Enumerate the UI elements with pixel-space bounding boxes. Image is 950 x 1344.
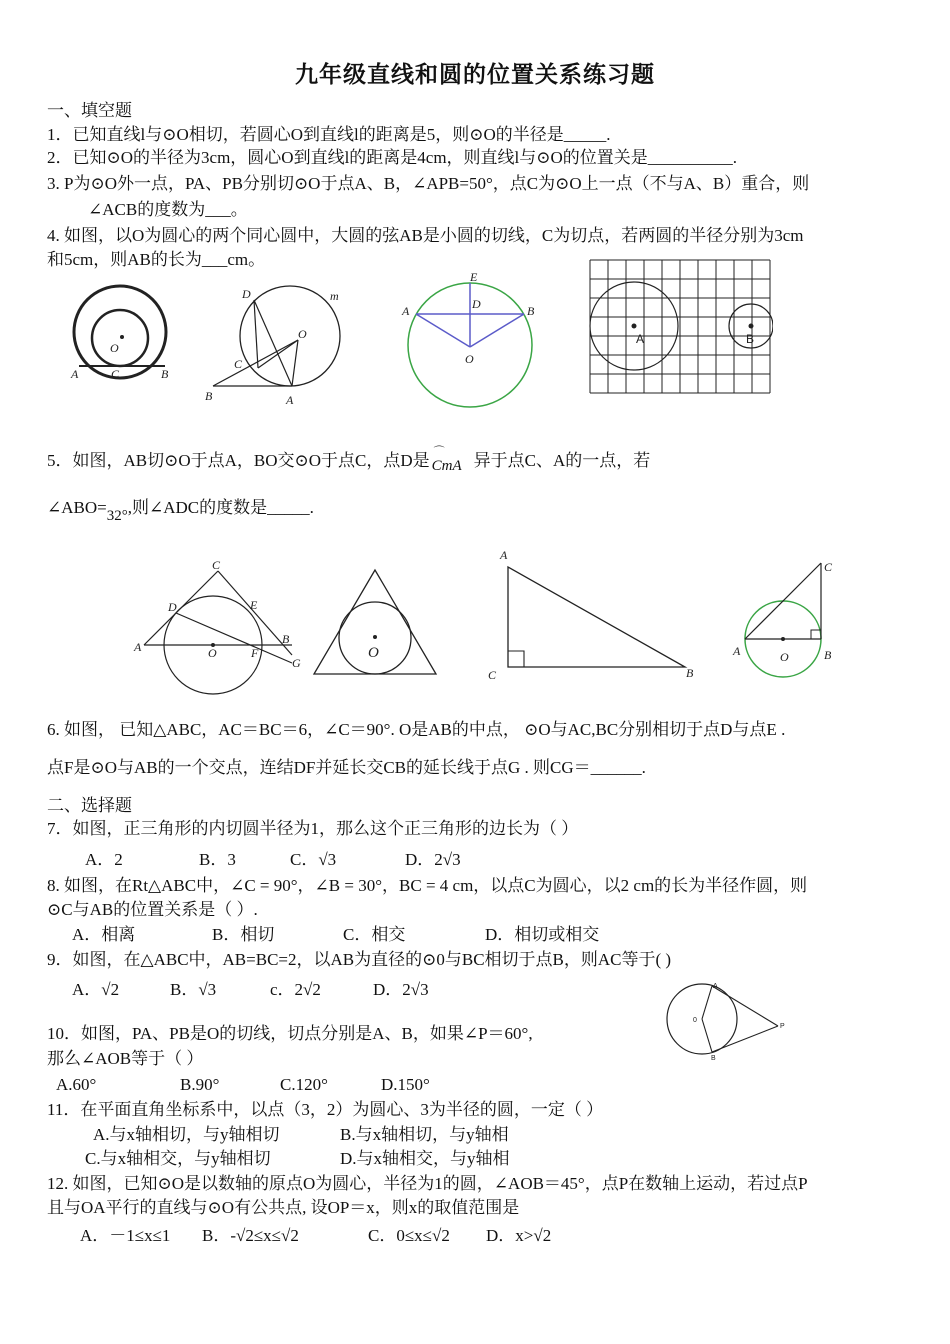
q9-option-d: D．2√3: [373, 980, 429, 999]
label-m: m: [330, 289, 339, 303]
label-B: B: [161, 367, 169, 381]
label-0: 0: [693, 1017, 697, 1024]
q10-option-a: A.60°: [56, 1075, 97, 1094]
label-D: D: [168, 600, 177, 614]
q10-option-d: D.150°: [381, 1075, 430, 1094]
q7-option-a: A．2: [85, 850, 123, 869]
label-D: D: [242, 287, 251, 301]
label-B: B: [686, 666, 694, 680]
label-A: A: [713, 983, 718, 990]
question-10-cont: 那么∠AOB等于（ ）: [47, 1049, 204, 1068]
q9-option-c: c．2√2: [270, 980, 321, 999]
label-O: O: [780, 650, 789, 664]
label-O: O: [208, 646, 217, 660]
question-6-cont: 点F是⊙O与AB的一个交点，连结DF并延长交CB的延长线于点G . 则CG＝______.: [47, 758, 646, 777]
q10-option-c: C.120°: [280, 1075, 328, 1094]
q7-option-b: B．3: [199, 850, 236, 869]
figure-green-circle-triangle: [730, 555, 850, 690]
figure-tangents-from-point: [660, 982, 795, 1062]
section-multiple-choice: 二、选择题: [47, 796, 132, 815]
q8-option-a: A．相离: [72, 925, 136, 944]
q11-option-c: C.与x轴相交，与y轴相切: [85, 1149, 271, 1168]
figure-grid-circles: [588, 258, 773, 398]
label-D: D: [472, 297, 481, 311]
label-A: A: [71, 367, 79, 381]
label-E: E: [470, 270, 478, 284]
q7-option-d: D．2√3: [405, 850, 461, 869]
label-E: E: [250, 598, 258, 612]
q11-option-d: D.与x轴相交，与y轴相: [340, 1149, 510, 1168]
q11-option-a: A.与x轴相切，与y轴相切: [93, 1125, 280, 1144]
question-3: 3. P为⊙O外一点，PA、PB分别切⊙O于点A、B，∠APB=50°，点C为⊙O上一点（不与A、B）重合，则: [47, 174, 810, 193]
label-A: A: [134, 640, 142, 654]
question-5: 5．如图，AB切⊙O于点A，BO交⊙O于点C，点D是 ⌒ CmA 异于点C、A的一点，若: [47, 446, 651, 475]
question-3-cont: ∠ACB的度数为___。: [88, 200, 248, 219]
label-G: G: [292, 656, 301, 670]
figure-concentric-circles: [65, 282, 180, 382]
question-4: 4. 如图，以O为圆心的两个同心圆中，大圆的弦AB是小圆的切线，C为切点，若两圆的半径分别为3cm: [47, 226, 804, 245]
q7-option-c: C．√3: [290, 850, 337, 869]
label-C: C: [824, 560, 833, 574]
label-O: O: [298, 327, 307, 341]
q9-option-b: B．√3: [170, 980, 217, 999]
label-P: P: [780, 1023, 785, 1030]
label-F: F: [251, 646, 259, 660]
figure-tangent-lines: [130, 555, 305, 695]
label-A: A: [402, 304, 410, 318]
label-B: B: [711, 1055, 716, 1062]
q12-option-c: C．0≤x≤√2: [368, 1226, 450, 1245]
q11-option-b: B.与x轴相切，与y轴相: [340, 1125, 509, 1144]
question-7: 7．如图，正三角形的内切圆半径为1，那么这个正三角形的边长为（ ）: [47, 819, 579, 838]
label-A: A: [636, 332, 645, 346]
label-B: B: [746, 332, 755, 346]
label-C: C: [488, 668, 497, 682]
label-B: B: [282, 632, 290, 646]
label-C: C: [111, 367, 120, 381]
question-1: 1．已知直线l与⊙O相切，若圆心O到直线l的距离是5，则⊙O的半径是_____.: [47, 125, 611, 144]
figure-chord-green-circle: [400, 265, 545, 415]
label-C: C: [212, 558, 221, 572]
q10-option-b: B.90°: [180, 1075, 220, 1094]
q8-option-d: D．相切或相交: [485, 925, 600, 944]
figure-tangent-chord: [198, 282, 348, 407]
page-title: 九年级直线和圆的位置关系练习题: [295, 62, 655, 88]
section-fill-blank: 一、填空题: [47, 101, 132, 120]
label-B: B: [205, 389, 213, 403]
label-O: O: [465, 352, 474, 366]
question-10: 10．如图，PA、PB是O的切线，切点分别是A、B，如果∠P＝60°,: [47, 1024, 533, 1043]
q12-option-a: A．－1≤x≤1: [80, 1226, 171, 1245]
question-8-cont: ⊙C与AB的位置关系是（ ）.: [47, 900, 258, 919]
figure-triangle-incircle: [310, 560, 440, 680]
label-O: O: [110, 341, 119, 355]
question-11: 11．在平面直角坐标系中，以点（3，2）为圆心、3为半径的圆，一定（ ）: [47, 1100, 604, 1119]
label-O: O: [368, 645, 379, 661]
label-A: A: [500, 548, 508, 562]
q8-option-b: B．相切: [212, 925, 275, 944]
label-C: C: [234, 357, 243, 371]
question-6: 6. 如图， 已知△ABC，AC＝BC＝6，∠C＝90°. O是AB的中点， ⊙O与AC,BC分别相切于点D与点E .: [47, 720, 786, 739]
question-4-cont: 和5cm，则AB的长为___cm。: [47, 250, 266, 269]
question-5-cont: ∠ABO=32°,则∠ADC的度数是_____.: [47, 498, 314, 524]
label-B: B: [527, 304, 535, 318]
figure-right-triangle: [480, 545, 700, 685]
q9-option-a: A．√2: [72, 980, 120, 999]
label-A: A: [286, 393, 294, 407]
label-A: A: [733, 644, 741, 658]
question-9: 9．如图，在△ABC中，AB=BC=2，以AB为直径的⊙0与BC相切于点B，则AC等于( ): [47, 950, 672, 969]
q12-option-b: B．-√2≤x≤√2: [202, 1226, 299, 1245]
q12-option-d: D．x>√2: [486, 1226, 552, 1245]
label-B: B: [824, 648, 832, 662]
question-8: 8. 如图，在Rt△ABC中，∠C = 90°，∠B = 30°，BC = 4 cm，以点C为圆心，以2 cm的长为半径作圆，则: [47, 876, 808, 895]
question-12-cont: 且与OA平行的直线与⊙O有公共点, 设OP＝x，则x的取值范围是: [47, 1198, 520, 1217]
question-12: 12. 如图，已知⊙O是以数轴的原点O为圆心，半径为1的圆，∠AOB＝45°，点P在数轴上运动，若过点P: [47, 1174, 808, 1193]
question-2: 2．已知⊙O的半径为3cm，圆心O到直线l的距离是4cm，则直线l与⊙O的位置关是__________.: [47, 148, 738, 167]
q8-option-c: C．相交: [343, 925, 406, 944]
